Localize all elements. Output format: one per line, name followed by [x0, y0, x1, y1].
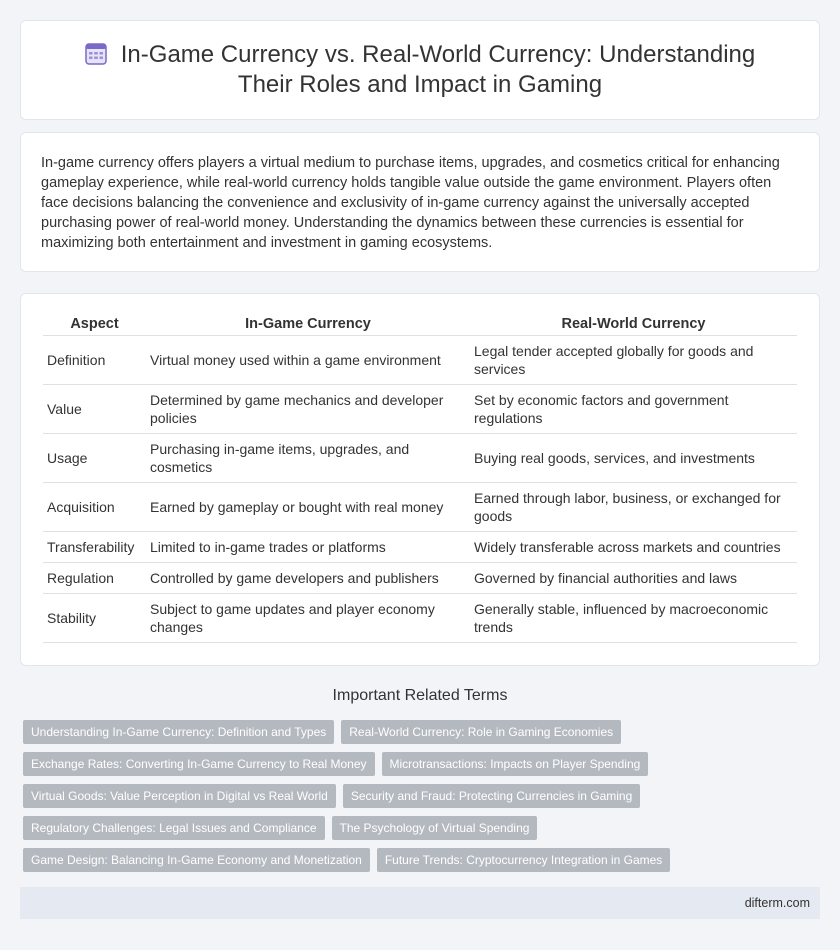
related-term-tag[interactable]: Security and Fraud: Protecting Currencies in Gaming	[343, 784, 640, 808]
row-real-world: Buying real goods, services, and investments	[470, 434, 797, 483]
related-term-tag[interactable]: Future Trends: Cryptocurrency Integration in Games	[377, 848, 670, 872]
tag-row	[23, 720, 813, 744]
row-aspect: Stability	[43, 594, 146, 643]
table-icon	[85, 43, 107, 65]
row-real-world: Legal tender accepted globally for goods and services	[470, 336, 797, 385]
row-real-world: Generally stable, influenced by macroeconomic trends	[470, 594, 797, 643]
table-row	[43, 532, 797, 563]
page-title: In-Game Currency vs. Real-World Currency: Understanding Their Roles and Impact in Gaming	[120, 41, 756, 98]
row-in-game: Earned by gameplay or bought with real money	[146, 483, 470, 532]
row-in-game: Subject to game updates and player economy changes	[146, 594, 470, 643]
row-aspect: Definition	[43, 336, 146, 385]
related-term-tag[interactable]: Exchange Rates: Converting In-Game Currency to Real Money	[23, 752, 375, 776]
related-term-tag[interactable]: Virtual Goods: Value Perception in Digital vs Real World	[23, 784, 336, 808]
row-aspect: Regulation	[43, 563, 146, 594]
tag-row	[23, 816, 813, 840]
tag-row	[23, 752, 813, 776]
table-row	[43, 483, 797, 532]
row-in-game: Virtual money used within a game environment	[146, 336, 470, 385]
row-aspect: Transferability	[43, 532, 146, 563]
related-term-tag[interactable]: Microtransactions: Impacts on Player Spending	[382, 752, 649, 776]
related-term-tag[interactable]: The Psychology of Virtual Spending	[332, 816, 538, 840]
intro-text: In-game currency offers players a virtual medium to purchase items, upgrades, and cosmetics critical for enhancing gameplay experience, while real-world currency holds tangible value outside the game environment. Players often face decisions balancing the convenience and exclusivity of in-game currency against the universally accepted purchasing power of real-world money. Understanding the dynamics between these currencies is essential for maximizing both entertainment and investment in gaming ecosystems.	[41, 155, 780, 251]
column-header-aspect: Aspect	[43, 312, 146, 336]
comparison-table	[43, 312, 797, 643]
related-term-tag[interactable]: Regulatory Challenges: Legal Issues and Compliance	[23, 816, 325, 840]
related-terms-list	[23, 720, 813, 880]
row-aspect: Acquisition	[43, 483, 146, 532]
table-row	[43, 563, 797, 594]
row-in-game: Controlled by game developers and publishers	[146, 563, 470, 594]
related-term-tag[interactable]: Understanding In-Game Currency: Definition and Types	[23, 720, 334, 744]
table-row	[43, 336, 797, 385]
related-term-tag[interactable]: Real-World Currency: Role in Gaming Economies	[341, 720, 621, 744]
column-header-real-world: Real-World Currency	[470, 312, 797, 336]
column-header-in-game: In-Game Currency	[146, 312, 470, 336]
row-real-world: Earned through labor, business, or exchanged for goods	[470, 483, 797, 532]
row-real-world: Set by economic factors and government regulations	[470, 385, 797, 434]
related-terms-heading: Important Related Terms	[332, 687, 508, 704]
row-real-world: Governed by financial authorities and laws	[470, 563, 797, 594]
footer	[20, 887, 820, 919]
tag-row	[23, 784, 813, 808]
tag-row	[23, 848, 813, 872]
row-in-game: Limited to in-game trades or platforms	[146, 532, 470, 563]
row-in-game: Determined by game mechanics and developer policies	[146, 385, 470, 434]
page-title-wrap	[61, 40, 779, 100]
table-row	[43, 594, 797, 643]
title-card	[20, 20, 820, 120]
intro-card	[20, 132, 820, 272]
footer-site-link[interactable]: difterm.com	[744, 896, 810, 910]
table-row	[43, 434, 797, 483]
row-aspect: Value	[43, 385, 146, 434]
row-real-world: Widely transferable across markets and countries	[470, 532, 797, 563]
comparison-table-card	[20, 293, 820, 666]
table-header-row	[43, 312, 797, 336]
row-aspect: Usage	[43, 434, 146, 483]
related-term-tag[interactable]: Game Design: Balancing In-Game Economy and Monetization	[23, 848, 370, 872]
row-in-game: Purchasing in-game items, upgrades, and cosmetics	[146, 434, 470, 483]
table-row	[43, 385, 797, 434]
